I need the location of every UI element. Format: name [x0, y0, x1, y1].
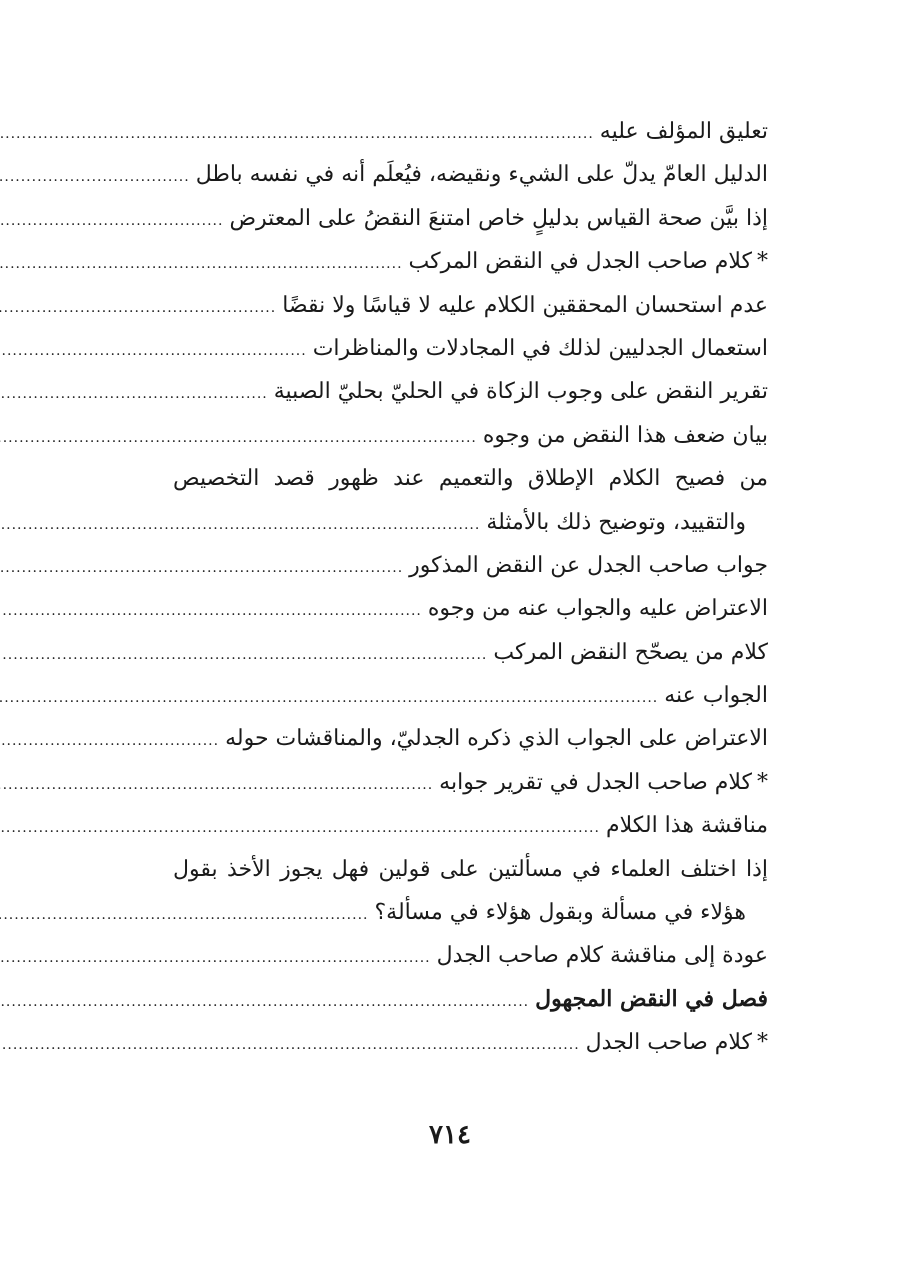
toc-entry-text: الاعتراض عليه والجواب عنه من وجوه	[427, 596, 768, 622]
dot-leader	[0, 720, 219, 763]
toc-entry-title	[374, 891, 768, 934]
toc-entry-title	[409, 544, 768, 587]
dot-leader	[0, 547, 403, 590]
toc-entry-text: عدم استحسان المحققين الكلام عليه لا قياسًا ولا نقضًا	[282, 292, 768, 318]
toc-entry	[118, 327, 768, 370]
asterisk-marker: *	[757, 769, 768, 795]
dot-leader	[0, 807, 600, 850]
toc-entry-text: جواب صاحب الجدل عن النقض المذكور	[409, 552, 768, 578]
toc-entry-title	[535, 978, 768, 1021]
toc-entry-text: بيان ضعف هذا النقض من وجوه	[482, 422, 768, 448]
toc-entry	[118, 284, 768, 327]
dot-leader	[0, 156, 190, 199]
toc-entry	[118, 674, 768, 717]
toc-entry-title	[274, 370, 768, 413]
toc-entry-text: والتقييد، وتوضيح ذلك بالأمثلة	[486, 509, 746, 535]
toc-entry-text: عودة إلى مناقشة كلام صاحب الجدل	[436, 943, 768, 969]
dot-leader	[0, 113, 594, 156]
toc-entry	[118, 761, 768, 804]
toc-entry	[118, 1021, 768, 1064]
toc-entry	[118, 891, 768, 934]
dot-leader	[0, 937, 431, 980]
toc-entry	[118, 587, 768, 630]
toc-entry-title	[428, 587, 768, 630]
toc-entry-title	[196, 153, 768, 196]
asterisk-marker: *	[757, 1030, 768, 1056]
dot-leader	[0, 373, 268, 416]
dot-leader	[0, 504, 480, 547]
toc-entry-text: الاعتراض على الجواب الذي ذكره الجدليّ، والمناقشات حوله	[225, 726, 768, 752]
toc-entry	[118, 153, 768, 196]
toc-entry-text: هؤلاء في مسألة وبقول هؤلاء في مسألة؟	[374, 900, 746, 926]
dot-leader	[0, 634, 487, 677]
toc-entry-title	[483, 414, 768, 457]
toc-entry	[118, 240, 768, 283]
toc-entry-title	[409, 240, 768, 283]
dot-leader	[0, 287, 276, 330]
toc-entry-text: الدليل العامّ يدلّ على الشيء ونقيضه، فيُعلَم أنه في نفسه باطل	[195, 162, 768, 188]
toc-entry	[118, 978, 768, 1021]
toc-entry-line: إذا اختلف العلماء في مسألتين على قولين فهل يجوز الأخذ بقول	[173, 856, 768, 882]
toc-entry	[118, 544, 768, 587]
toc-entry-text: الجواب عنه	[664, 683, 768, 709]
dot-leader	[0, 243, 403, 286]
toc-entry-text: كلام صاحب الجدل	[585, 1030, 752, 1056]
toc-entry-text: تعليق المؤلف عليه	[599, 119, 768, 144]
toc-entry-title	[229, 197, 768, 240]
dot-leader	[0, 590, 422, 633]
toc-entry-line: من فصيح الكلام الإطلاق والتعميم عند ظهور قصد التخصيص	[173, 466, 768, 492]
toc-entry-title	[437, 934, 768, 977]
toc-entry-text: كلام صاحب الجدل في النقض المركب	[408, 249, 752, 275]
toc-entry-title	[664, 674, 768, 717]
dot-leader	[0, 1024, 580, 1067]
toc-entry-title	[225, 717, 768, 760]
toc-entry	[118, 414, 768, 457]
toc-entry-text: كلام صاحب الجدل في تقرير جوابه	[439, 769, 752, 795]
toc-entry-text: تقرير النقض على وجوب الزكاة في الحليّ بحليّ الصبية	[273, 379, 768, 405]
dot-leader	[0, 677, 658, 720]
toc-entry-text: فصل في النقض المجهول	[535, 985, 768, 1012]
toc-entry	[118, 110, 768, 153]
toc-entry-title	[486, 501, 768, 544]
asterisk-marker: *	[757, 249, 768, 275]
toc-entry-title	[313, 327, 768, 370]
dot-leader	[0, 330, 307, 373]
toc-entry	[118, 631, 768, 674]
toc-entry	[118, 197, 768, 240]
toc-entry	[118, 934, 768, 977]
toc-entry	[118, 804, 768, 847]
toc-entry-text: إذا بيَّن صحة القياس بدليلٍ خاص امتنعَ النقضُ على المعترض	[229, 205, 768, 231]
toc-entry-title	[282, 284, 768, 327]
toc-entry-text: كلام من يصحّح النقض المركب	[493, 639, 768, 665]
toc-entry-title	[606, 804, 768, 847]
table-of-contents	[118, 110, 768, 1065]
dot-leader	[0, 417, 477, 460]
toc-entry-text: مناقشة هذا الكلام	[605, 813, 768, 839]
toc-entry-title	[600, 110, 768, 153]
dot-leader	[0, 200, 223, 243]
toc-entry	[118, 501, 768, 544]
dot-leader	[0, 764, 433, 807]
toc-entry-title	[493, 631, 768, 674]
dot-leader	[0, 894, 368, 937]
toc-entry-title	[439, 761, 768, 804]
page-number: ٧١٤	[429, 1120, 471, 1150]
dot-leader	[0, 981, 529, 1024]
toc-entry-title	[586, 1021, 768, 1064]
toc-entry-text: استعمال الجدليين لذلك في المجادلات والمناظرات	[312, 335, 768, 361]
toc-entry	[118, 370, 768, 413]
toc-entry	[118, 717, 768, 760]
